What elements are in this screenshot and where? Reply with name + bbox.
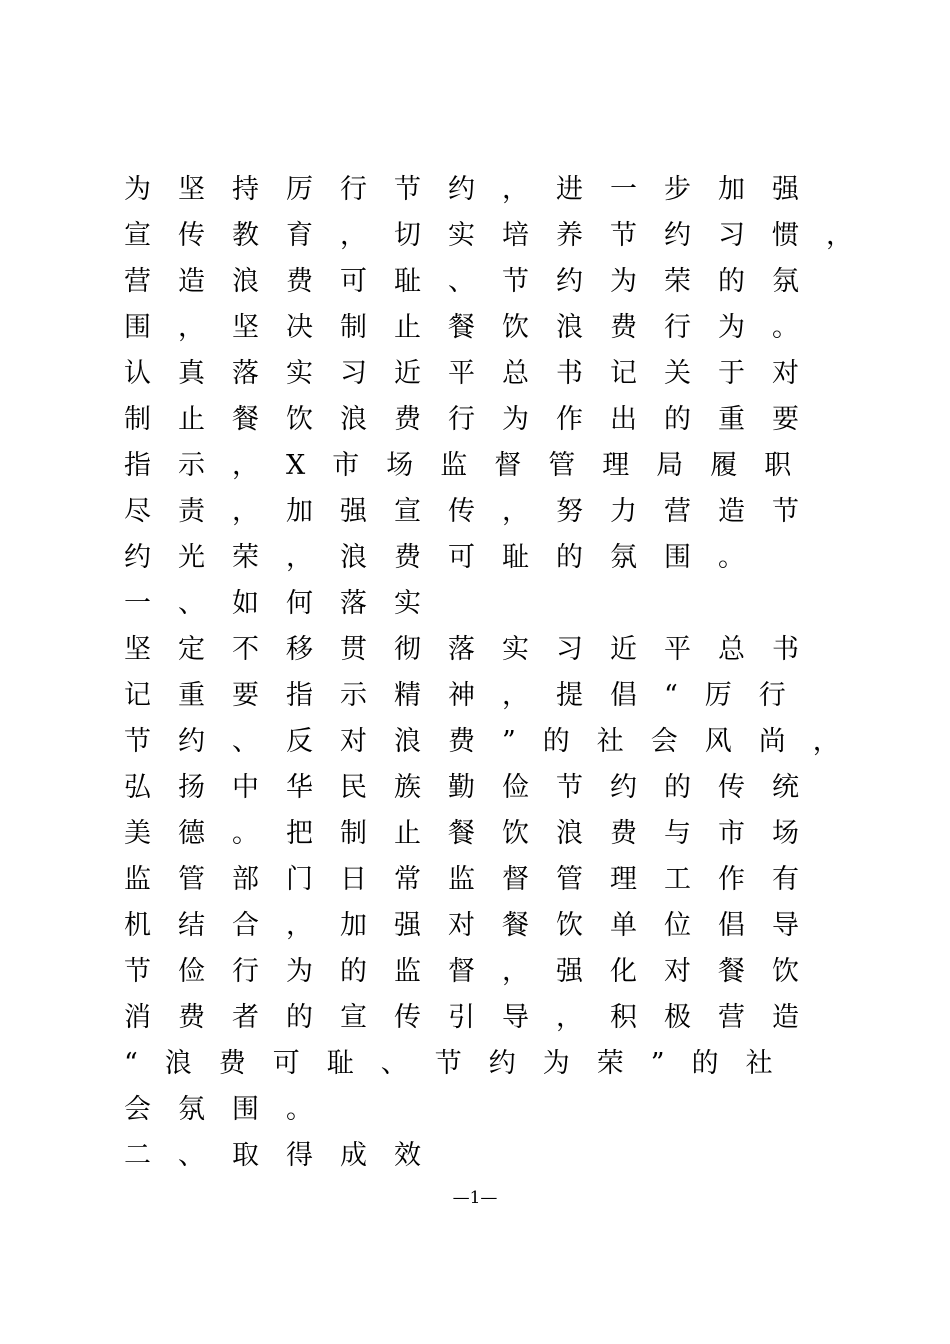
page-number: —1—: [452, 1188, 498, 1208]
text-line: 会氛围。: [124, 1094, 340, 1125]
text-line: 认真落实习近平总书记关于对: [124, 358, 826, 389]
text-line: 监管部门日常监督管理工作有: [124, 864, 826, 895]
text-line: 消费者的宣传引导，积极营造: [124, 1002, 826, 1033]
text-line: 指示，X市场监督管理局履职: [124, 450, 819, 481]
text-line: 坚定不移贯彻落实习近平总书: [124, 634, 826, 665]
text-line: 约光荣，浪费可耻的氛围。: [124, 542, 772, 573]
text-line: 弘扬中华民族勤俭节约的传统: [124, 772, 826, 803]
text-line: 节约、反对浪费”的社会风尚，: [124, 726, 867, 757]
text-line: 美德。把制止餐饮浪费与市场: [124, 818, 826, 849]
section-heading: 二、取得成效: [124, 1140, 448, 1171]
text-line: 围，坚决制止餐饮浪费行为。: [124, 312, 826, 343]
text-line: 宣传教育，切实培养节约习惯，: [124, 220, 880, 251]
text-line: 机结合，加强对餐饮单位倡导: [124, 910, 826, 941]
text-line: “浪费可耻、节约为荣”的社: [124, 1048, 800, 1079]
text-line: 营造浪费可耻、节约为荣的氛: [124, 266, 826, 297]
text-line: 尽责，加强宣传，努力营造节: [124, 496, 826, 527]
body-text: [124, 167, 880, 1179]
text-line: 节俭行为的监督，强化对餐饮: [124, 956, 826, 987]
text-line: 制止餐饮浪费行为作出的重要: [124, 404, 826, 435]
section-heading: 一、如何落实: [124, 588, 448, 619]
text-line: 记重要指示精神，提倡“厉行: [124, 680, 813, 711]
text-line: 为坚持厉行节约，进一步加强: [124, 174, 826, 205]
